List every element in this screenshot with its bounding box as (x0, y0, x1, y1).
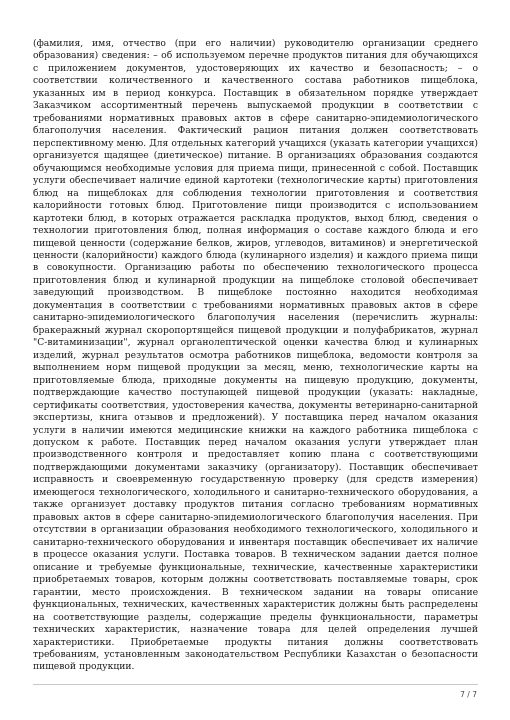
page-number: 7 / 7 (460, 690, 477, 699)
footer-divider (33, 684, 478, 685)
body-paragraph: (фамилия, имя, отчество (при его наличии) руководителю организации среднего образования) сведения: – об используемом перечне продуктов питания для обучающихся с приложением документов, удостоверяющих их качество и безопасность; – о соответствии количественного и качественного состава работников пищеблока, указанных им в период конкурса. Поставщик в обязательном порядке утверждает Заказчиком ассортиментный перечень выпускаемой продукции в соответствии с требованиями нормативных правовых актов в сфере санитарно-эпидемиологического благополучия населения. Фактический рацион питания должен соответствовать перспективному меню. Для отдельных категорий учащихся (указать категории учащихся) организуется щадящее (диетическое) питание. В организациях образования создаются обучающимся необходимые условия для приема пищи, принесенной с собой. Поставщик услуги обеспечивает наличие единой картотеки (технологические карты) приготовления блюд на пищеблоках для соблюдения технологии приготовления и соответствия калорийности готовых блюд. Приготовление пищи производится с использованием картотеки блюд, в которых отражается раскладка продуктов, выход блюд, сведения о технологии приготовления блюд, полная информация о составе каждого блюда и его пищевой ценности (содержание белков, жиров, углеводов, витаминов) и энергетической ценности (калорийности) каждого блюда (кулинарного изделия) и каждого приема пищи в совокупности. Организацию работы по обеспечению технологического процесса приготовления блюд и кулинарной продукции на пищеблоке столовой обеспечивает заведующий производством. В пищеблоке постоянно находится необходимая документация в соответствии с требованиями нормативных правовых актов в сфере санитарно-эпидемиологического благополучия населения (перечислить журналы: бракеражный журнал скоропортящейся пищевой продукции и полуфабрикатов, журнал "С-витаминизации", журнал органолептической оценки качества блюд и кулинарных изделий, журнал результатов осмотра работников пищеблока, ведомости контроля за выполнением норм пищевой продукции за месяц, меню, технологические карты на приготовляемые блюда, приходные документы на пищевую продукцию, документы, подтверждающие качество поступающей пищевой продукции (указать: накладные, сертификаты соответствия, удостоверения качества, документы ветеринарно-санитарной экспертизы, книга отзывов и предложений). У поставщика перед началом оказания услуги в наличии имеются медицинские книжки на каждого работника пищеблока с допуском к работе. Поставщик перед началом оказания услуги утверждает план производственного контроля и предоставляет копию плана с соответствующими подтверждающими документами заказчику (организатору). Поставщик обеспечивает исправность и своевременную государственную проверку (для средств измерения) имеющегося технологического, холодильного и санитарно-технического оборудования, а также организует доставку продуктов питания согласно требованиям нормативных правовых актов в сфере санитарно-эпидемиологического благополучия населения. При отсутствии в организации образования необходимого технологического, холодильного и санитарно-технического оборудования и инвентаря поставщик обеспечивает их наличие в процессе оказания услуги. Поставка товаров. В техническом задании дается полное описание и требуемые функциональные, технические, качественные характеристики приобретаемых товаров, которым должны соответствовать поставляемые товары, срок гарантии, место происхождения. В техническом задании на товары описание функциональных, технических, качественных характеристик должны быть распределены на соответствующие разделы, содержащие пределы функциональности, параметры технических характеристик, назначение товара для целей определения лучшей характеристики. Приобретаемые продукты питания должны соответствовать требованиям, установленным законодательством Республики Казахстан о безопасности пищевой продукции. (33, 38, 478, 673)
document-body (33, 38, 478, 674)
